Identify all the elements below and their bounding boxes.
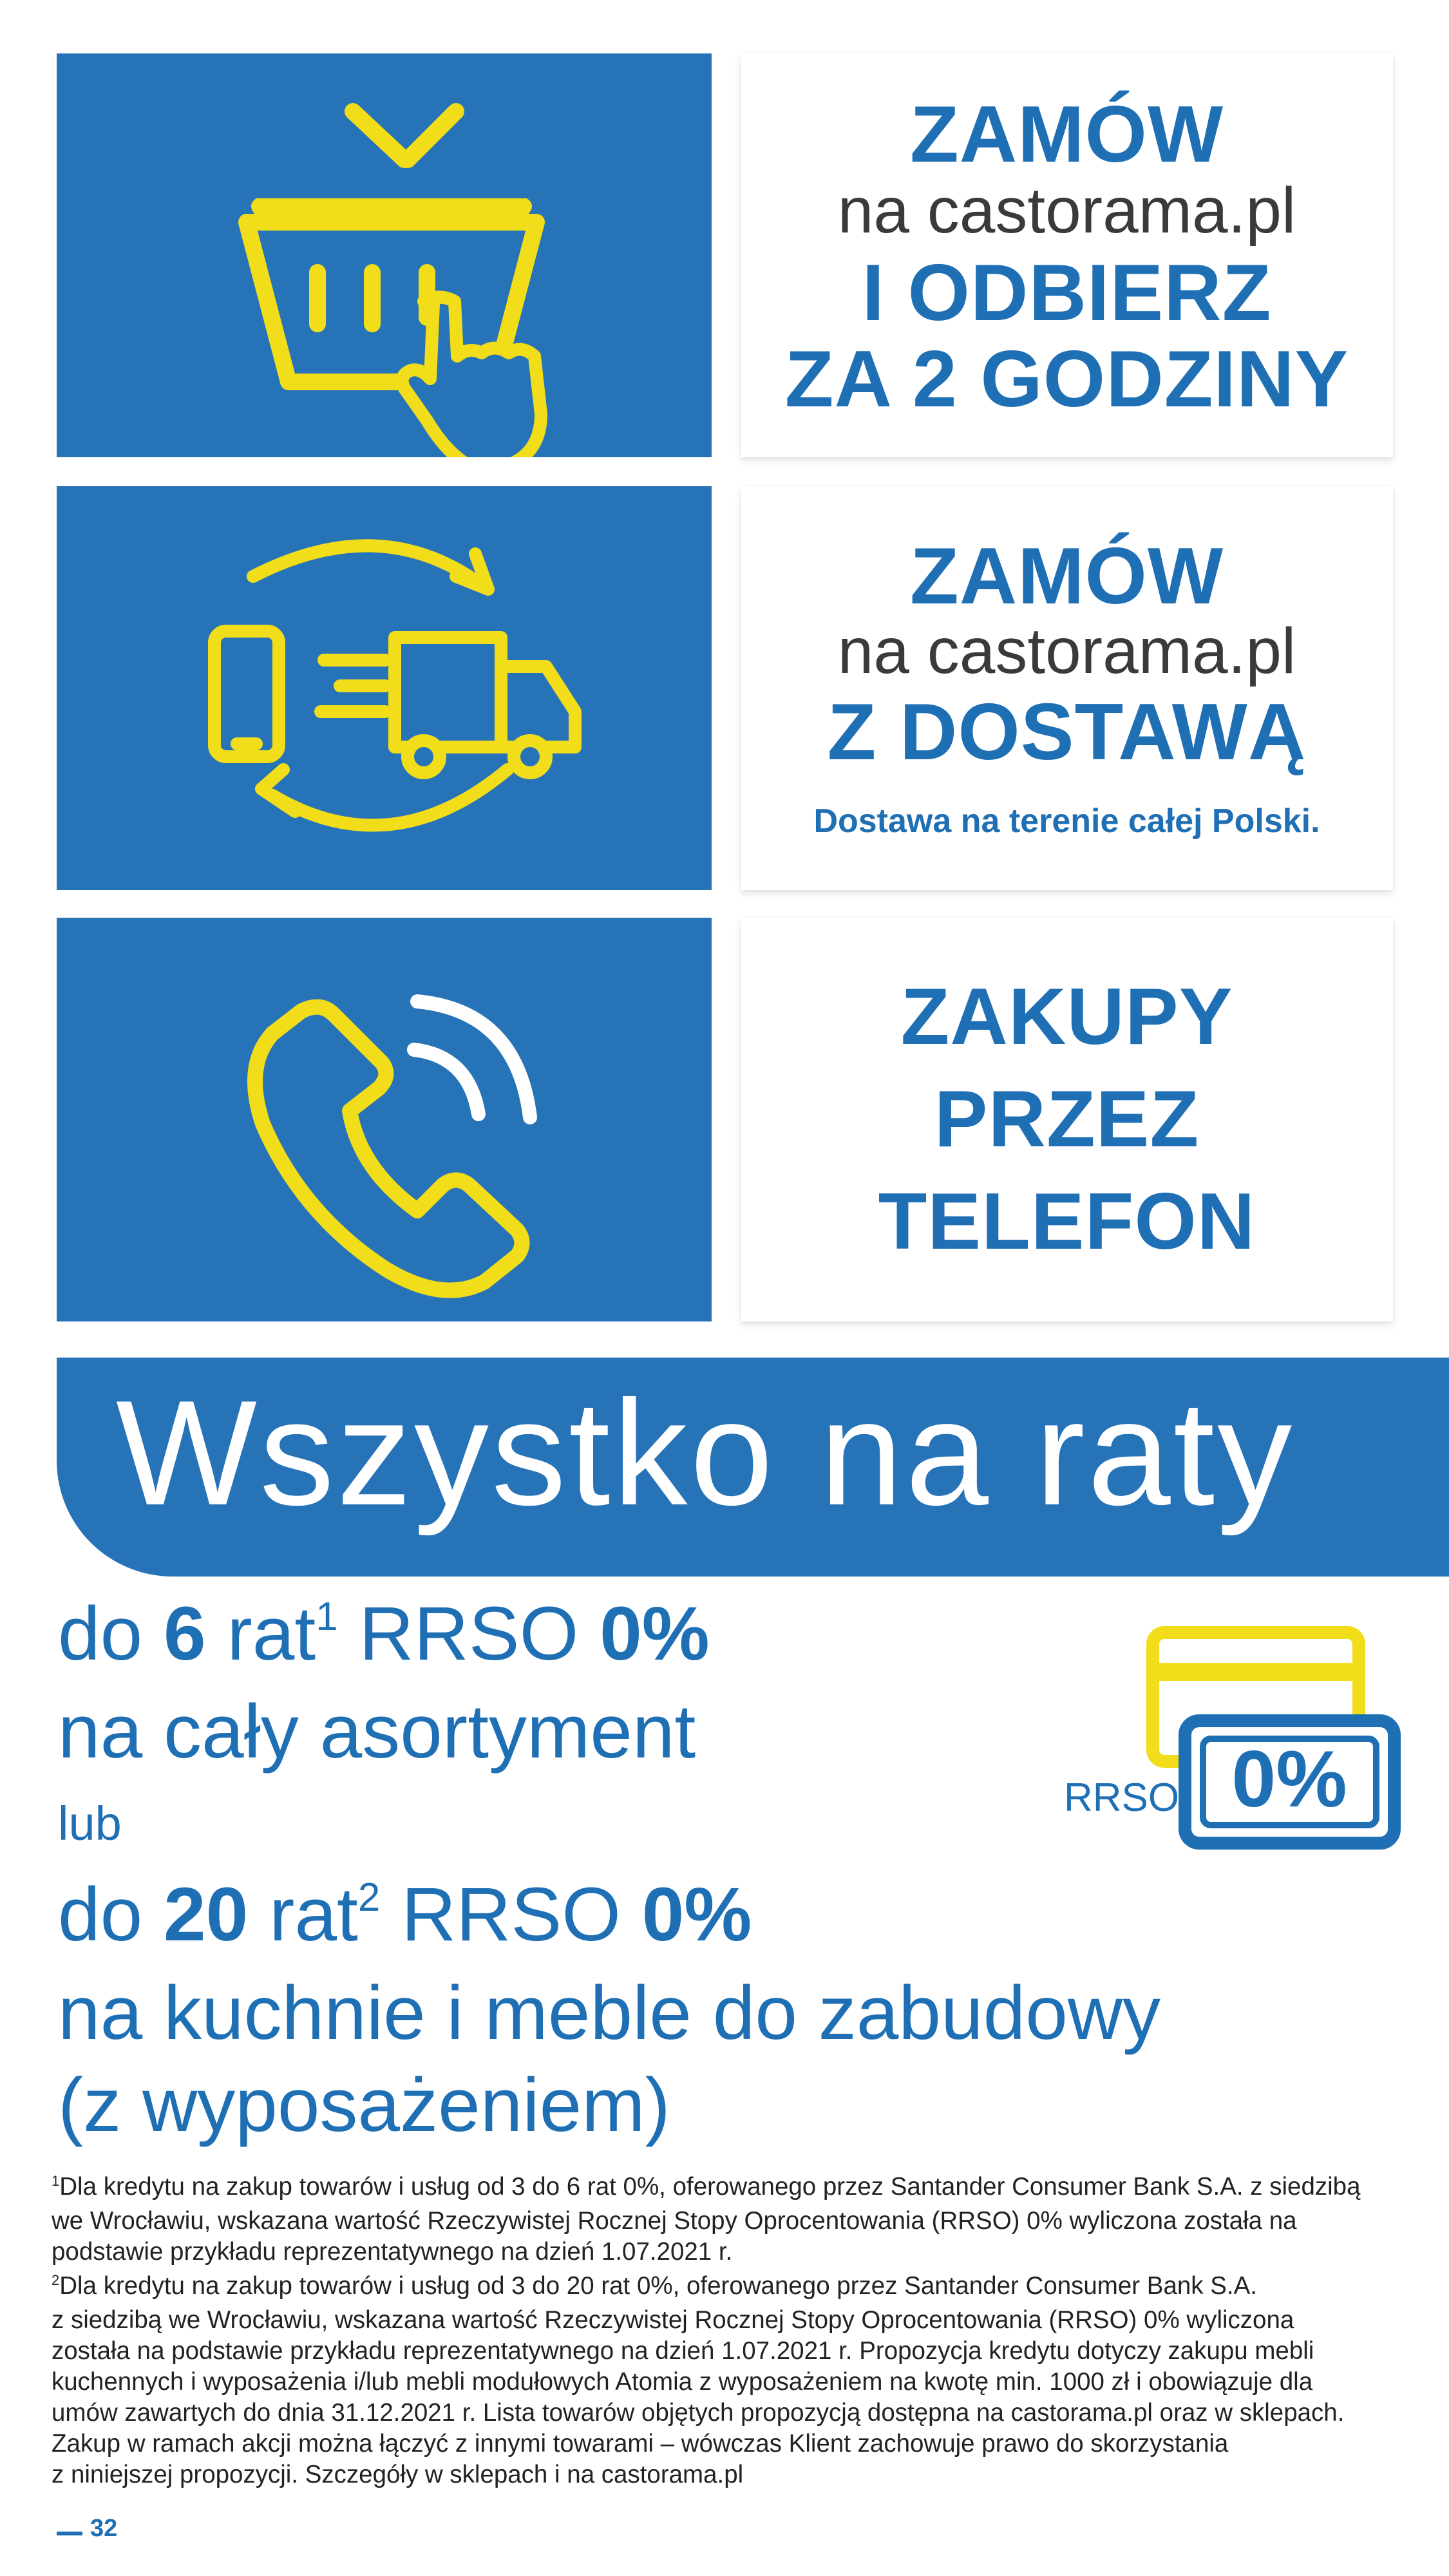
card-site: na castorama.pl [837, 614, 1296, 687]
footnote-line: z siedzibą we Wrocławiu, wskazana wartość Rzeczywistej Rocznej Stopy Oprocentowania (RRSO) 0% wyliczona [52, 2306, 1294, 2334]
footnote-text: Dla kredytu na zakup towarów i usług od 3 do 6 rat 0%, oferowanego przez Santander Consumer Bank S.A. z siedzibą [59, 2173, 1361, 2201]
rrso-label: RRSO [1064, 1776, 1180, 1820]
card-subtext: Dostawa na terenie całej Polski. [813, 802, 1320, 840]
card-heading: PRZEZ [934, 1075, 1200, 1164]
card-heading: ZAMÓW [909, 531, 1224, 621]
offer-text: RRSO [380, 1872, 642, 1957]
footnote-line: we Wrocławiu, wskazana wartość Rzeczywistej Rocznej Stopy Oprocentowania (RRSO) 0% wyliczona została na [52, 2207, 1297, 2235]
banner-title: Wszystko na raty [116, 1370, 1295, 1537]
shopping-basket-icon [57, 53, 712, 457]
card-heading: ZA 2 GODZINY [784, 334, 1349, 424]
footnote-line: umów zawartych do dnia 31.12.2021 r. Lista towarów objętych propozycją dostępna na castorama.pl oraz w sklepach. [52, 2399, 1345, 2427]
footnote-2 [52, 2271, 1404, 2490]
card-rate: 0% [1231, 1735, 1347, 1824]
service-card-pickup [741, 53, 1393, 457]
offer-line-equipment: (z wyposażeniem) [58, 2063, 670, 2148]
offer-text: rat [205, 1591, 316, 1676]
footnote-line: kuchennych i wyposażenia i/lub mebli modułowych Atomia z wyposażeniem na kwotę min. 1000 zł i obowiązuje dla [52, 2368, 1313, 2396]
offer-or: lub [58, 1797, 122, 1850]
page-number-rule [57, 2532, 82, 2535]
service-card-delivery [741, 486, 1393, 890]
service-card-phone [741, 918, 1393, 1321]
service-tile-pickup [57, 53, 712, 457]
offer-number: 20 [164, 1872, 249, 1957]
page-number: 32 [90, 2515, 118, 2542]
footnote-line: podstawie przykładu reprezentatywnego na dzień 1.07.2021 r. [52, 2238, 733, 2266]
card-site: na castorama.pl [837, 174, 1296, 247]
footnote-line [52, 2271, 1404, 2305]
service-tile-delivery [57, 486, 712, 890]
offer-rate: 0% [600, 1591, 710, 1676]
footnote-line [52, 2172, 1404, 2206]
footnote-ref: 1 [316, 1595, 338, 1639]
footnote-marker: 2 [52, 2272, 60, 2288]
offer-line-assortment: na cały asortyment [58, 1689, 696, 1774]
offer-line-6-installments [58, 1591, 710, 1676]
offer-text: do [58, 1872, 164, 1957]
offer-line-kitchens: na kuchnie i meble do zabudowy [58, 1971, 1161, 2056]
offer-text: do [58, 1591, 164, 1676]
footnote-line: z niniejszej propozycji. Szczegóły w sklepach i na castorama.pl [52, 2461, 744, 2488]
footnote-line: została na podstawie przykładu reprezentatywnego na dzień 1.07.2021 r. Propozycja kredytu dotyczy zakupu mebli [52, 2337, 1314, 2365]
offer-text: rat [248, 1872, 358, 1957]
card-heading: ZAKUPY [900, 972, 1233, 1062]
offer-rate: 0% [641, 1872, 752, 1957]
footnote-line: Zakup w ramach akcji można łączyć z innymi towarami – wówczas Klient zachowuje prawo do skorzystania [52, 2430, 1229, 2458]
card-heading: I ODBIERZ [862, 248, 1272, 337]
footnote-text: Dla kredytu na zakup towarów i usług od 3 do 20 rat 0%, oferowanego przez Santander Consumer Bank S.A. [59, 2272, 1257, 2300]
footnote-1 [52, 2172, 1404, 2268]
offer-text: RRSO [337, 1591, 600, 1676]
card-heading: TELEFON [878, 1177, 1256, 1266]
offer-number: 6 [164, 1591, 206, 1676]
footnote-ref: 2 [357, 1875, 381, 1920]
telephone-handset-icon [57, 918, 712, 1321]
phone-delivery-truck-icon [57, 486, 712, 890]
service-tile-phone [57, 918, 712, 1321]
card-heading: ZAMÓW [909, 90, 1224, 179]
card-heading: Z DOSTAWĄ [827, 687, 1307, 777]
offer-line-20-installments [58, 1872, 752, 1957]
footnote-marker: 1 [52, 2173, 60, 2189]
